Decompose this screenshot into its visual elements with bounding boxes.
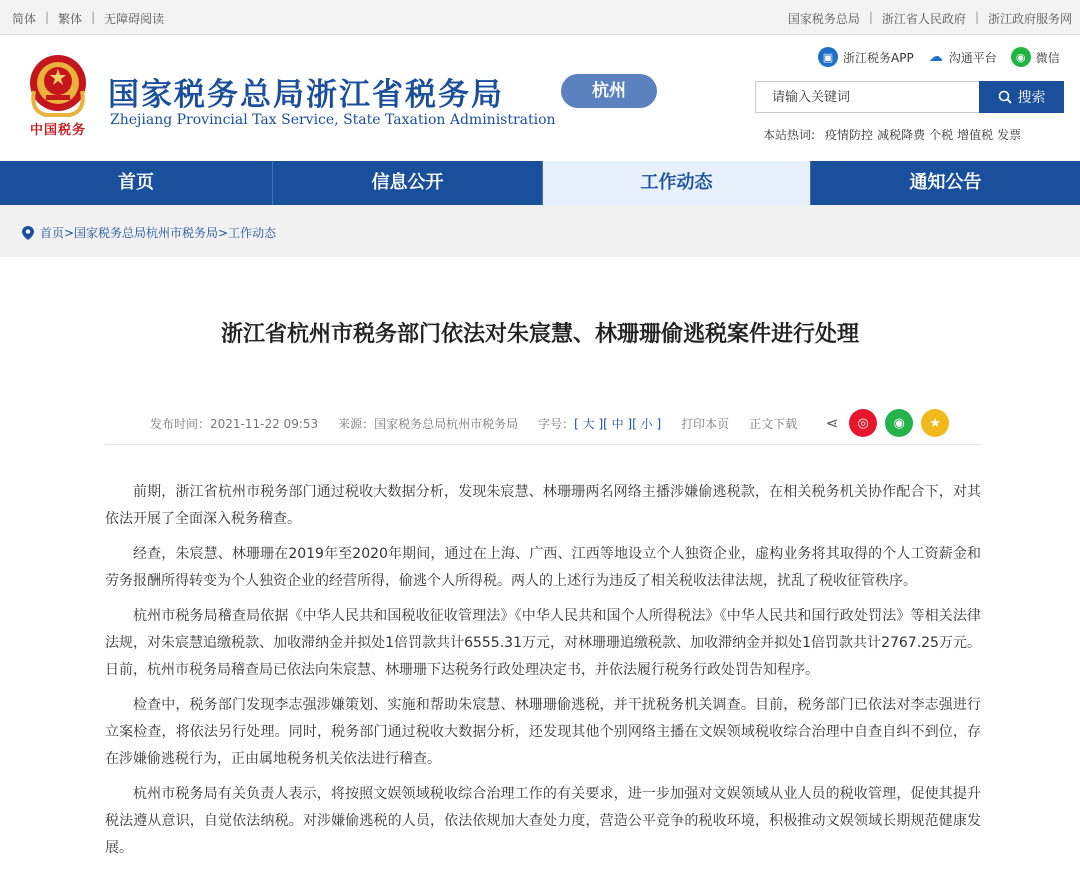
breadcrumb-bar	[0, 205, 1080, 257]
download-button[interactable]: 正文下载	[749, 416, 798, 431]
article	[5, 257, 1075, 890]
nav-home[interactable]: 首页	[0, 161, 273, 205]
accessibility-link[interactable]: 无障碍阅读	[104, 12, 165, 26]
city-badge[interactable]: 杭州	[561, 74, 657, 108]
platform-link-label: 沟通平台	[948, 50, 997, 65]
search-button[interactable]	[979, 81, 1064, 113]
top-right-links	[788, 10, 1072, 27]
wechat-icon: ◉	[1011, 47, 1031, 67]
hot-keyword[interactable]: 疫情防控	[825, 128, 874, 142]
search-box	[755, 81, 1064, 113]
paragraph: 检查中，税务部门发现李志强涉嫌策划、实施和帮助朱宸慧、林珊珊偷逃税，并干扰税务机关调查。目前，税务部门已依法对李志强进行立案检查，将依法另行处理。同时，税务部门通过税收大数据分析，还发现其他个别网络主播在文娱领域税收综合治理中自查自纠不到位，存在涉嫌偷逃税行为，正由属地税务机关依法进行稽查。	[105, 697, 981, 767]
location-pin-icon	[22, 226, 34, 240]
article-source: 来源：国家税务总局杭州市税务局	[338, 416, 519, 431]
app-icon: ▣	[818, 47, 838, 67]
wechat-share-icon[interactable]: ◉	[885, 409, 913, 437]
nav-work-news[interactable]: 工作动态	[543, 161, 811, 205]
breadcrumb-path[interactable]: 首页>国家税务总局杭州市税务局>工作动态	[40, 226, 277, 240]
nav-notices[interactable]: 通知公告	[909, 172, 982, 193]
article-body	[105, 479, 981, 870]
separator: |	[974, 10, 979, 24]
emblem-text: 中国税务	[30, 123, 87, 138]
paragraph: 杭州市税务局稽查局依据《中华人民共和国税收征收管理法》《中华人民共和国个人所得税法》《中华人民共和国行政处罚法》等相关法律法规，对朱宸慧追缴税款、加收滞纳金并拟处1倍罚款共计6555.31万元，对林珊珊追缴税款、加收滞纳金并拟处1倍罚款共计2767.25万元。日前，杭州市税务局稽查局已依法向朱宸慧、林珊珊下达税务行政处理决定书，并依法履行税务行政处罚告知程序。	[105, 608, 981, 678]
top-utility-bar	[0, 0, 1080, 35]
print-button[interactable]: 打印本页	[681, 416, 730, 431]
breadcrumb	[22, 224, 276, 241]
hot-keywords	[763, 126, 1021, 143]
zhejiang-service-link[interactable]: 浙江政府服务网	[987, 12, 1072, 26]
app-links	[818, 47, 1060, 67]
separator: |	[45, 10, 50, 24]
hot-keyword[interactable]: 增值税	[957, 128, 994, 142]
share-icon[interactable]: ⋖	[825, 414, 839, 432]
main-nav	[0, 161, 1080, 205]
app-link-label: 浙江税务APP	[843, 50, 914, 65]
font-size-small[interactable]: [ 小 ]	[632, 416, 662, 431]
search-icon	[998, 90, 1012, 104]
meta-divider	[105, 444, 980, 445]
traditional-chinese-link[interactable]: 繁体	[58, 12, 83, 26]
site-header	[0, 35, 1080, 161]
separator: |	[91, 10, 96, 24]
zhejiang-gov-link[interactable]: 浙江省人民政府	[881, 12, 966, 26]
weibo-icon[interactable]: ◎	[849, 409, 877, 437]
wechat-link-label: 微信	[1035, 50, 1060, 65]
communication-platform-link[interactable]	[928, 47, 997, 67]
cloud-icon: ☁	[928, 49, 943, 65]
paragraph: 杭州市税务局有关负责人表示，将按照文娱领域税收综合治理工作的有关要求，进一步加强对文娱领域从业人员的税收管理，促使其提升税法遵从意识，自觉依法纳税。对涉嫌偷逃税的人员，依法依规加大查处力度，营造公平竞争的税收环境，积极推动文娱领域长期规范健康发展。	[105, 786, 981, 856]
share-bar	[823, 409, 949, 437]
sta-link[interactable]: 国家税务总局	[787, 12, 860, 26]
hot-keyword[interactable]: 发票	[997, 128, 1022, 142]
site-title[interactable]: 国家税务总局浙江省税务局	[108, 77, 504, 113]
font-size-large[interactable]: [ 大 ]	[574, 416, 604, 431]
top-left-links	[12, 10, 164, 27]
article-title: 浙江省杭州市税务部门依法对朱宸慧、林珊珊偷逃税案件进行处理	[220, 322, 859, 347]
favorite-icon[interactable]: ★	[921, 409, 949, 437]
wechat-link[interactable]	[1011, 47, 1060, 67]
article-meta	[105, 403, 980, 443]
separator: |	[868, 10, 873, 24]
font-size-medium[interactable]: [ 中 ]	[603, 416, 633, 431]
publish-time: 发布时间：2021-11-22 09:53	[150, 416, 319, 431]
hot-keyword[interactable]: 减税降费	[877, 128, 926, 142]
search-button-label: 搜索	[1017, 90, 1046, 106]
hot-keywords-label: 本站热词:	[763, 128, 816, 142]
emblem-icon[interactable]	[26, 51, 90, 129]
hot-keyword[interactable]: 个税	[929, 128, 954, 142]
paragraph: 经查，朱宸慧、林珊珊在2019年至2020年期间，通过在上海、广西、江西等地设立个人独资企业，虚构业务将其取得的个人工资薪金和劳务报酬所得转变为个人独资企业的经营所得，偷逃个人所得税。两人的上述行为违反了相关税收法律法规，扰乱了税收征管秩序。	[105, 546, 981, 589]
zhejiang-tax-app-link[interactable]	[818, 47, 914, 67]
site-subtitle: Zhejiang Provincial Tax Service, State Taxation Administration	[110, 112, 556, 128]
search-input[interactable]	[755, 81, 979, 113]
font-size-label: 字号：	[538, 416, 575, 431]
paragraph: 前期，浙江省杭州市税务部门通过税收大数据分析，发现朱宸慧、林珊珊两名网络主播涉嫌偷逃税款，在相关税务机关协作配合下，对其依法开展了全面深入税务稽查。	[105, 484, 981, 527]
simplified-chinese-link[interactable]: 简体	[12, 12, 37, 26]
nav-info-disclosure[interactable]: 信息公开	[273, 161, 543, 205]
